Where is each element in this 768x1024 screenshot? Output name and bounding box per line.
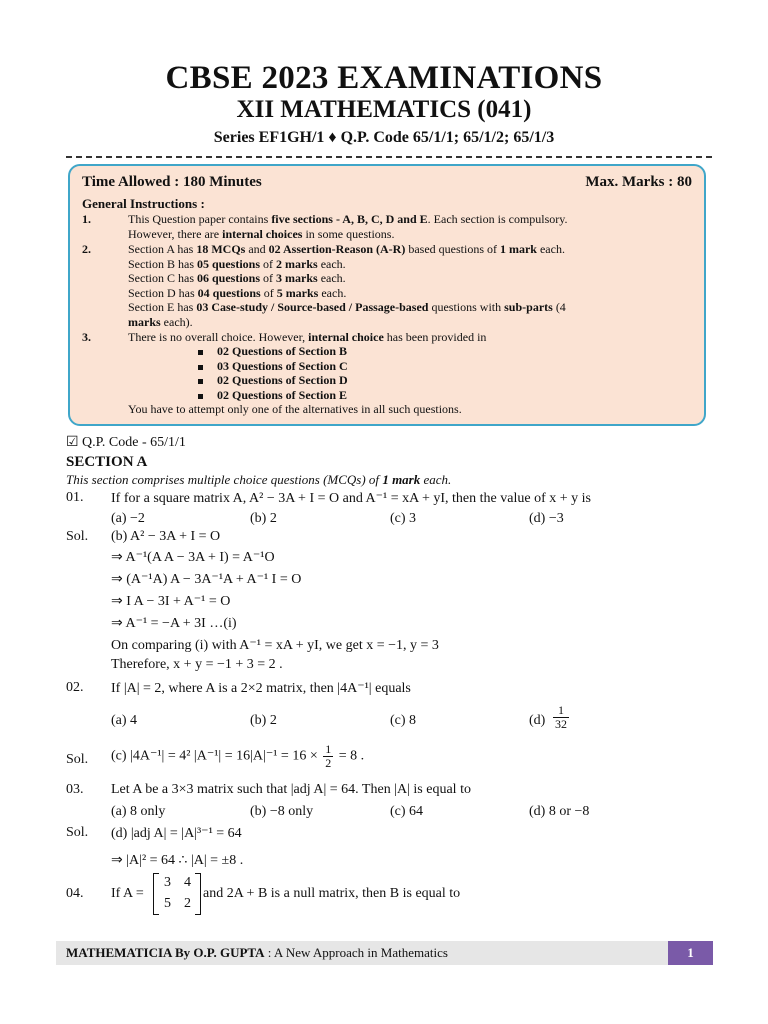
solution-label: Sol. bbox=[66, 825, 89, 840]
matrix-cell: 5 bbox=[164, 896, 171, 911]
solution-label: Sol. bbox=[66, 752, 89, 767]
qp-code: ☑ Q.P. Code - 65/1/1 bbox=[66, 435, 186, 450]
question-text: and 2A + B is a null matrix, then B is equal to bbox=[203, 886, 461, 901]
question-text: If for a square matrix A, A² − 3A + I = O and A⁻¹ = xA + yI, then the value of x + y is bbox=[111, 491, 591, 506]
bullet-item: 02 Questions of Section B bbox=[198, 344, 347, 359]
question-number: 01. bbox=[66, 490, 84, 505]
instruction-text: Section E has 03 Case-study / Source-based / Passage-based questions with sub-parts (4 bbox=[128, 300, 566, 314]
instruction-text: Section A has 18 MCQs and 02 Assertion-Reason (A-R) based questions of 1 mark each. bbox=[128, 242, 565, 256]
instruction-number: 1. bbox=[82, 212, 91, 226]
question-number: 03. bbox=[66, 782, 84, 797]
footer bbox=[56, 941, 713, 965]
time-marks-row bbox=[82, 174, 692, 191]
section-description: This section comprises multiple choice questions (MCQs) of 1 mark each. bbox=[66, 472, 452, 487]
instruction-text: This Question paper contains five sections - A, B, C, D and E. Each section is compulsory. bbox=[128, 212, 568, 226]
matrix-cell: 4 bbox=[184, 875, 191, 890]
bullet-item: 02 Questions of Section E bbox=[198, 388, 347, 403]
section-title: SECTION A bbox=[66, 454, 148, 470]
solution-line: (b) A² − 3A + I = O bbox=[111, 529, 221, 544]
solution-line: ⇒ |A|² = 64 ∴ |A| = ±8 . bbox=[111, 853, 244, 868]
instruction-number: 2. bbox=[82, 242, 91, 256]
exam-title: CBSE 2023 EXAMINATIONS bbox=[165, 60, 603, 96]
instruction-number: 3. bbox=[82, 330, 91, 344]
option: (a) 4 bbox=[111, 713, 138, 728]
solution-line: Therefore, x + y = −1 + 3 = 2 . bbox=[111, 657, 283, 672]
solution-line: ⇒ A⁻¹ = −A + 3I …(i) bbox=[111, 616, 237, 631]
footer-text: MATHEMATICIA By O.P. GUPTA : A New Approach in Mathematics bbox=[66, 945, 448, 960]
instruction-text: You have to attempt only one of the alternatives in all such questions. bbox=[128, 402, 462, 416]
question-number: 02. bbox=[66, 680, 84, 695]
solution-line: ⇒ (A⁻¹A) A − 3A⁻¹A + A⁻¹ I = O bbox=[111, 572, 302, 587]
max-marks: Max. Marks : 80 bbox=[585, 174, 692, 190]
instructions-box bbox=[68, 164, 706, 426]
question-text: If A = bbox=[111, 886, 144, 901]
solution-line: (d) |adj A| = |A|³⁻¹ = 64 bbox=[111, 826, 242, 841]
instruction-text: Section C has 06 questions of 3 marks each. bbox=[128, 271, 346, 285]
instruction-text: Section B has 05 questions of 2 marks each. bbox=[128, 257, 346, 271]
divider bbox=[66, 156, 712, 158]
solution-label: Sol. bbox=[66, 529, 89, 544]
time-allowed: Time Allowed : 180 Minutes bbox=[82, 174, 262, 190]
option: (a) −2 bbox=[111, 511, 145, 526]
subject-title: XII MATHEMATICS (041) bbox=[236, 96, 532, 123]
solution-line: ⇒ A⁻¹(A A − 3A + I) = A⁻¹O bbox=[111, 550, 275, 565]
option: (c) 8 bbox=[390, 713, 417, 728]
instruction-text: However, there are internal choices in some questions. bbox=[128, 227, 395, 241]
question-text: If |A| = 2, where A is a 2×2 matrix, then |4A⁻¹| equals bbox=[111, 681, 411, 696]
solution-line: (c) |4A⁻¹| = 4² |A⁻¹| = 16|A|⁻¹ = 16 × $\frac{1}{2}$ = 8 . bbox=[111, 742, 365, 770]
matrix-cell: 2 bbox=[184, 896, 191, 911]
solution-line: On comparing (i) with A⁻¹ = xA + yI, we get x = −1, y = 3 bbox=[111, 638, 439, 653]
matrix-cell: 3 bbox=[164, 875, 171, 890]
instruction-text: Section D has 04 questions of 5 marks each. bbox=[128, 286, 347, 300]
option: (d) 8 or −8 bbox=[529, 804, 590, 819]
option: (b) −8 only bbox=[250, 804, 314, 819]
series-line: Series EF1GH/1 ♦ Q.P. Code 65/1/1; 65/1/2; 65/1/3 bbox=[213, 129, 555, 146]
instruction-text: There is no overall choice. However, internal choice has been provided in bbox=[128, 330, 487, 344]
option: (a) 8 only bbox=[111, 804, 166, 819]
option: (d) bbox=[529, 713, 546, 728]
option: (b) 2 bbox=[250, 511, 277, 526]
matrix bbox=[153, 873, 201, 915]
page-number: 1 bbox=[668, 941, 713, 965]
option: (c) 64 bbox=[390, 804, 424, 819]
question-number: 04. bbox=[66, 886, 84, 901]
instructions-heading: General Instructions : bbox=[82, 196, 205, 211]
option: (c) 3 bbox=[390, 511, 417, 526]
fraction: $\frac{1}{32}$ bbox=[555, 703, 567, 731]
option: (b) 2 bbox=[250, 713, 277, 728]
solution-line: ⇒ I A − 3I + A⁻¹ = O bbox=[111, 594, 231, 609]
option: (d) −3 bbox=[529, 511, 564, 526]
bullet-item: 03 Questions of Section C bbox=[198, 359, 348, 374]
instruction-text: marks each). bbox=[128, 315, 193, 329]
bullet-item: 02 Questions of Section D bbox=[198, 373, 348, 388]
question-text: Let A be a 3×3 matrix such that |adj A| = 64. Then |A| is equal to bbox=[111, 782, 471, 797]
